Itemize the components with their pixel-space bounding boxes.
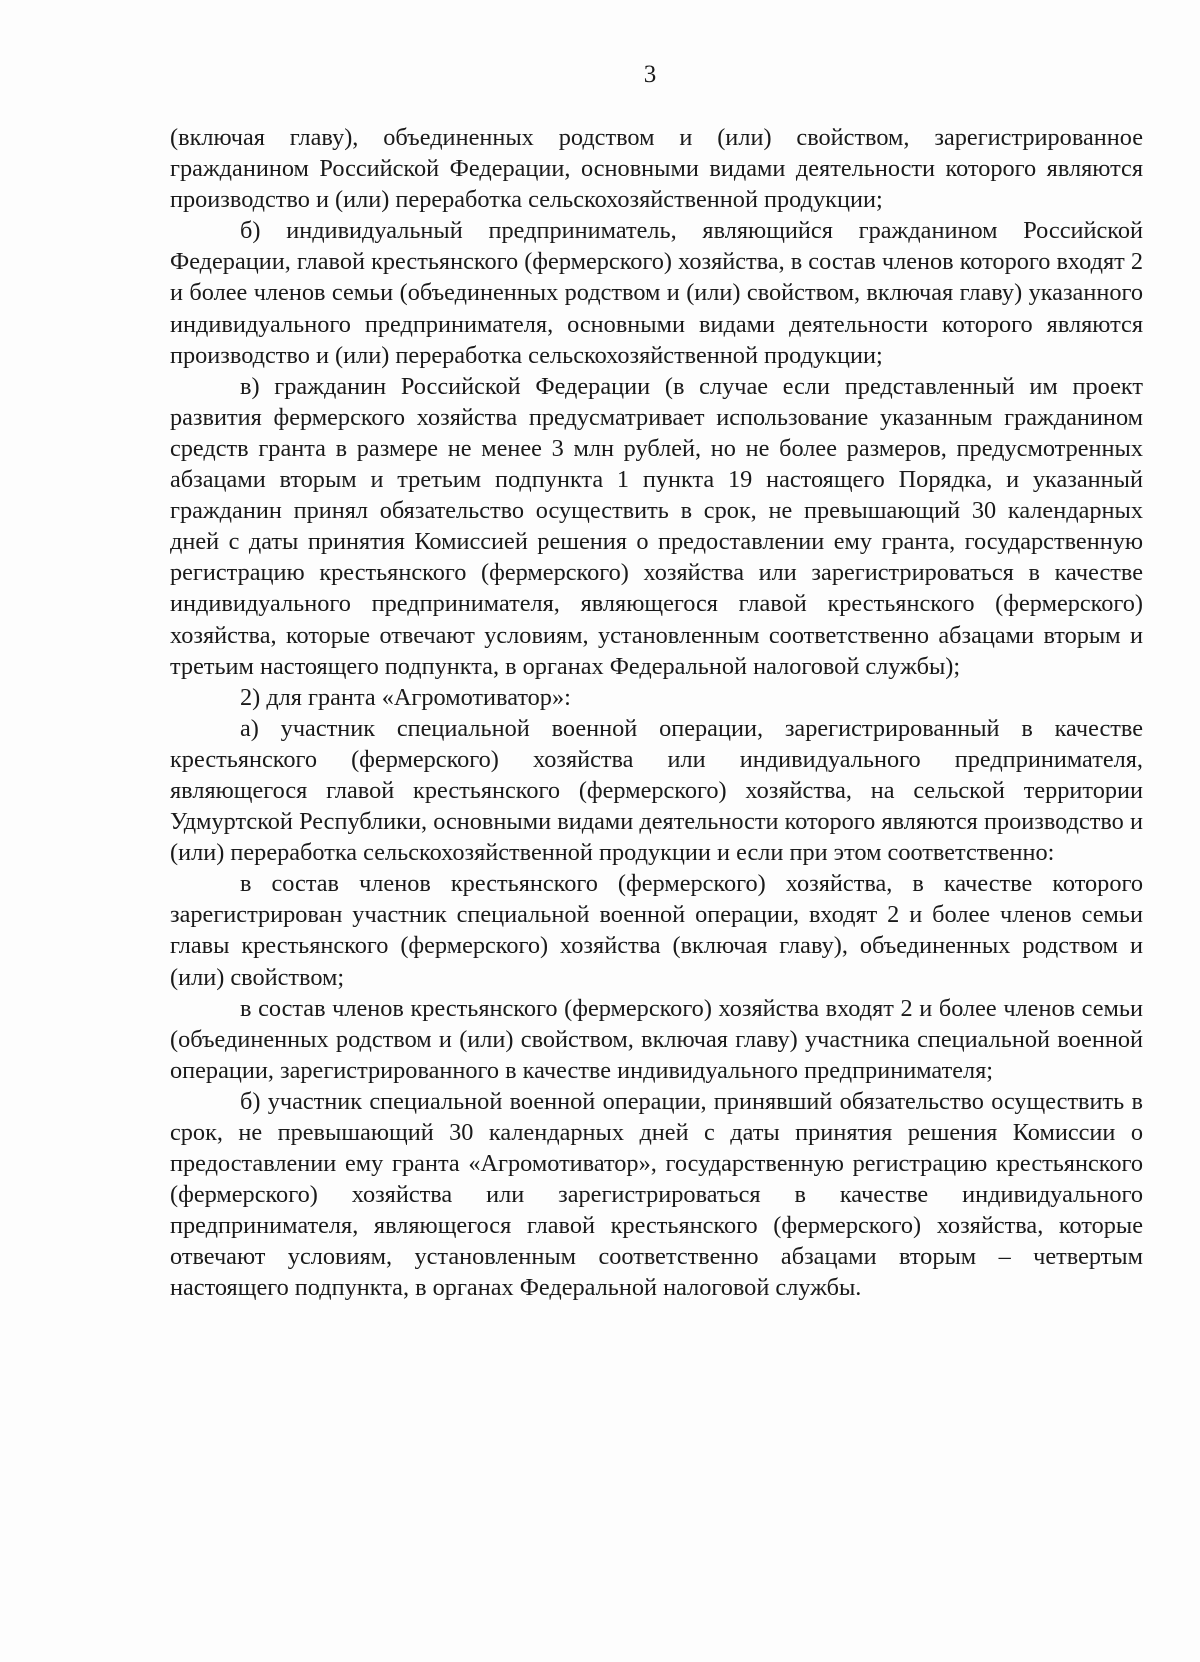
paragraph-item-2-agromotivator: 2) для гранта «Агромотиватор»: <box>240 683 571 711</box>
paragraph-subitem-a-svo-participant: а) участник специальной военной операции, зарегистрированный в качестве крестьянского (фермерского) хозяйства или индивидуального предпринимателя, являющегося главой крестьянского (фермерского) хозяйства, на сельской территории Удмуртской Республики, основными видами деятельности которого являются производство и (или) переработка сельскохозяйственной продукции и если при этом соответственно: <box>170 714 1143 867</box>
page-number: 3 <box>643 61 657 88</box>
paragraph-subitem-v-citizen: в) гражданин Российской Федерации (в случае если представленный им проект развития фермерского хозяйства предусматривает использование указанным гражданином средств гранта в размере не менее 3 млн рублей, но не более размеров, предусмотренных абзацами вторым и третьим подпункта 1 пункта 19 настоящего Порядка, и указанный гражданин принял обязательство осуществить в срок, не превышающий 30 календарных дней с даты принятия Комиссией решения о предоставлении ему гранта, государственную регистрацию крестьянского (фермерского) хозяйства или зарегистрироваться в качестве индивидуального предпринимателя, являющегося главой крестьянского (фермерского) хозяйства, которые отвечают условиям, установленным соответственно абзацами вторым и третьим настоящего подпункта, в органах Федеральной налоговой службы); <box>170 372 1143 680</box>
paragraph-subitem-b-svo-obligation: б) участник специальной военной операции, принявший обязательство осуществить в срок, не превышающий 30 календарных дней с даты принятия решения Комиссии о предоставлении ему гранта «Агромотиватор», государственную регистрацию крестьянского (фермерского) хозяйства или зарегистрироваться в качестве индивидуального предпринимателя, являющегося главой крестьянского (фермерского) хозяйства, которые отвечают условиям, установленным соответственно абзацами вторым – четвертым настоящего подпункта, в органах Федеральной налоговой службы. <box>170 1087 1143 1302</box>
document-body <box>170 122 1143 1304</box>
paragraph-condition-ip-members: в состав членов крестьянского (фермерского) хозяйства входят 2 и более членов семьи (объединенных родством и (или) свойством, включая главу) участника специальной военной операции, зарегистрированного в качестве индивидуального предпринимателя; <box>170 994 1143 1084</box>
paragraph-condition-kfh-members: в состав членов крестьянского (фермерского) хозяйства, в качестве которого зарегистрирован участник специальной военной операции, входят 2 и более членов семьи главы крестьянского (фермерского) хозяйства (включая главу), объединенных родством и (или) свойством; <box>170 870 1143 991</box>
paragraph-subitem-b-individual-entrepreneur: б) индивидуальный предприниматель, являющийся гражданином Российской Федерации, главой крестьянского (фермерского) хозяйства, в состав членов которого входят 2 и более членов семьи (объединенных родством и (или) свойством, включая главу) указанного индивидуального предпринимателя, основными видами деятельности которого являются производство и (или) переработка сельскохозяйственной продукции; <box>170 217 1143 369</box>
paragraph-continuation-kfh-definition: (включая главу), объединенных родством и (или) свойством, зарегистрированное гражданином Российской Федерации, основными видами деятельности которого являются производство и (или) переработка сельскохозяйственной продукции; <box>170 124 1143 214</box>
